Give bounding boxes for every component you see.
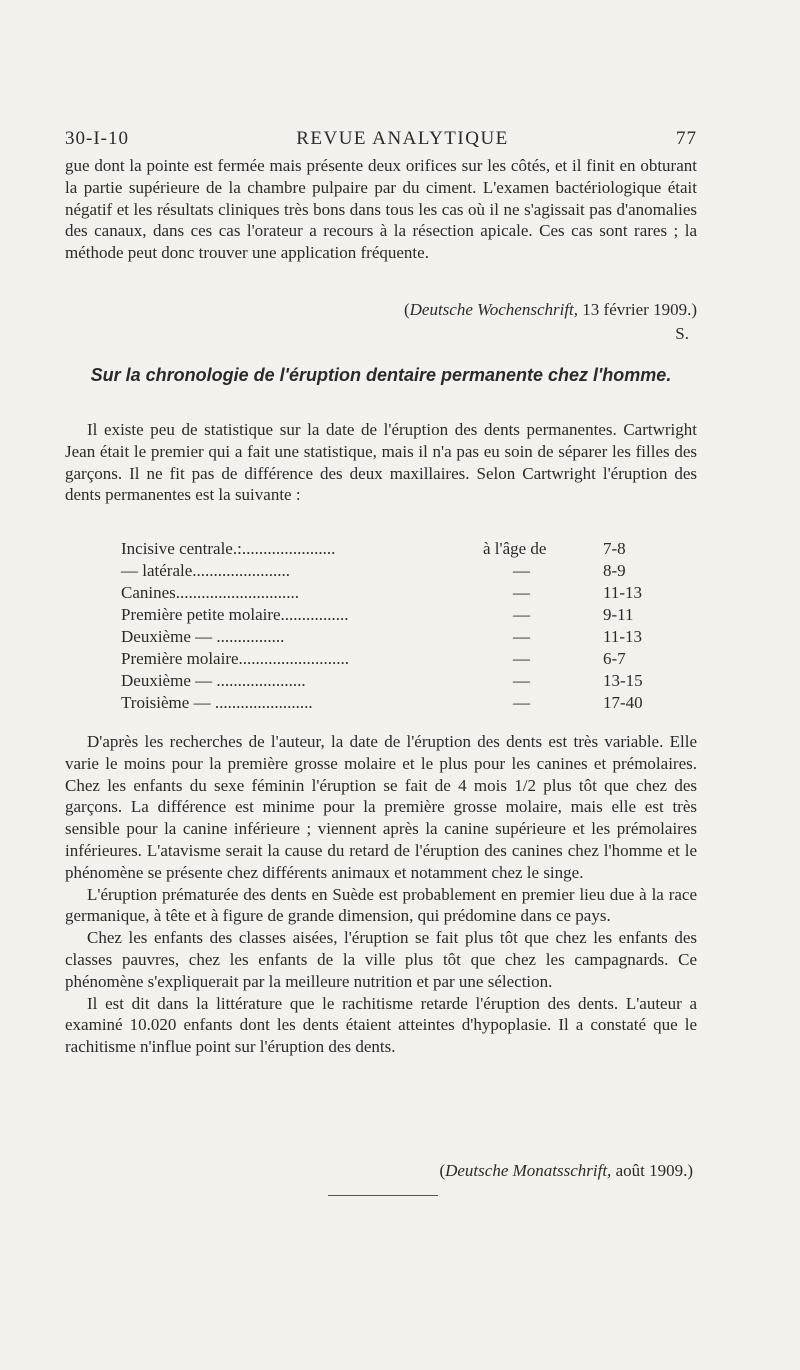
age-range: 6-7 xyxy=(603,649,626,668)
intro-paragraph xyxy=(65,419,697,506)
source-1-date: 13 février 1909.) xyxy=(582,300,697,319)
table-row xyxy=(65,582,697,604)
signature: S. xyxy=(675,324,689,343)
age-range: 7-8 xyxy=(603,539,626,558)
tooth-name: Première molaire.......................... xyxy=(121,649,350,668)
source-2-journal: Deutsche Monatsschrift, xyxy=(445,1161,612,1180)
age-label: — xyxy=(513,671,530,690)
age-range: 11-13 xyxy=(603,583,643,602)
table-row xyxy=(65,648,697,670)
article-title: Sur la chronologie de l'éruption dentaire permanente chez l'homme. xyxy=(90,365,672,385)
eruption-table xyxy=(65,538,697,718)
article-heading xyxy=(65,364,697,386)
paragraph-6: Il est dit dans la littérature que le rachitisme retarde l'éruption des dents. L'auteur a examiné 10.020 enfants dont les dents étaient atteintes d'hypoplasie. Il a constaté que le rachitisme n'influe point sur l'éruption des dents. xyxy=(65,993,697,1057)
age-label: — xyxy=(513,605,530,624)
running-header xyxy=(65,128,697,150)
header-date-code: 30-I-10 xyxy=(65,128,129,149)
age-label: — xyxy=(513,649,530,668)
table-row xyxy=(65,604,697,626)
age-range: 11-13 xyxy=(603,627,643,646)
page-number: 77 xyxy=(676,128,697,149)
age-range: 13-15 xyxy=(603,671,643,690)
tooth-name: Deuxième — ................ xyxy=(121,627,285,646)
age-label: — xyxy=(513,693,530,712)
table-row xyxy=(65,560,697,582)
tooth-name: Deuxième — ..................... xyxy=(121,671,306,690)
age-label: — xyxy=(513,627,530,646)
journal-title: REVUE ANALYTIQUE xyxy=(296,128,509,149)
paragraph-1: gue dont la pointe est fermée mais présente deux orifices sur les côtés, et il finit en obturant la partie supérieure de la chambre pulpaire par du ciment. L'examen bactériologique était négatif et les résultats cliniques très bons dans tous les cas où il ne s'agissait pas d'anomalies des canaux, dans ces cas l'orateur a recours à la résection apicale. Ces cas sont rares ; la méthode peut donc trouver une application fréquente. xyxy=(65,156,697,263)
paragraph-5: Chez les enfants des classes aisées, l'éruption se fait plus tôt que chez les enfants des classes pauvres, chez les enfants de la ville plus tôt que chez les campagnards. Ce phénomène s'expliquerait par la meilleure nutrition et par une sélection. xyxy=(65,928,697,991)
tooth-name: Incisive centrale.:...................... xyxy=(121,539,336,558)
age-label: — xyxy=(513,583,530,602)
table-row xyxy=(65,692,697,714)
table-row xyxy=(65,538,697,560)
table-row xyxy=(65,626,697,648)
age-range: 8-9 xyxy=(603,561,626,580)
continued-paragraph xyxy=(65,155,697,264)
source-citation-1: (Deutsche Wochenschrift, 13 février 1909.) xyxy=(403,300,697,319)
paragraph-2: Il existe peu de statistique sur la date de l'éruption des dents permanentes. Cartwright Jean était le premier qui a fait une statistique, mais il n'a pas eu soin de séparer les filles des garçons. Il ne fit pas de différence des deux maxillaires. Selon Cartwright l'éruption des dents permanentes est la suivante : xyxy=(65,420,697,505)
source-1-journal: Deutsche Wochenschrift, xyxy=(409,300,579,319)
age-range: 9-11 xyxy=(603,605,634,624)
tooth-name: Canines............................. xyxy=(121,583,300,602)
findings-section xyxy=(65,731,697,1058)
paragraph-3: D'après les recherches de l'auteur, la date de l'éruption des dents est très variable. Elle varie le moins pour la première grosse molaire et le plus pour les canines et prémolaires. Chez les enfants du sexe féminin l'éruption se fait de 4 mois 1/2 plus tôt que chez des garçons. La différence est minime pour la première grosse molaire, mais elle est très sensible pour la canine inférieure ; viennent après la canine supérieure et les prémolaires inférieures. L'atavisme serait la cause du retard de l'éruption des canines chez l'homme et le phénomène se présente chez différents animaux et notamment chez le singe. xyxy=(65,732,697,882)
age-label: à l'âge de xyxy=(483,539,547,558)
tooth-name: Première petite molaire................ xyxy=(121,605,349,624)
paragraph-4: L'éruption prématurée des dents en Suède est probablement en premier lieu due à la race germanique, à tête et à figure de grande dimension, qui prédomine dans ce pays. xyxy=(65,884,697,926)
closing-rule xyxy=(328,1195,438,1196)
source-citation-2: (Deutsche Monatsschrift, août 1909.) xyxy=(439,1161,693,1180)
age-label: — xyxy=(513,561,530,580)
tooth-name: — latérale....................... xyxy=(121,561,291,580)
source-2-date: août 1909.) xyxy=(615,1161,693,1180)
age-range: 17-40 xyxy=(603,693,643,712)
table-row xyxy=(65,670,697,692)
tooth-name: Troisième — ....................... xyxy=(121,693,313,712)
